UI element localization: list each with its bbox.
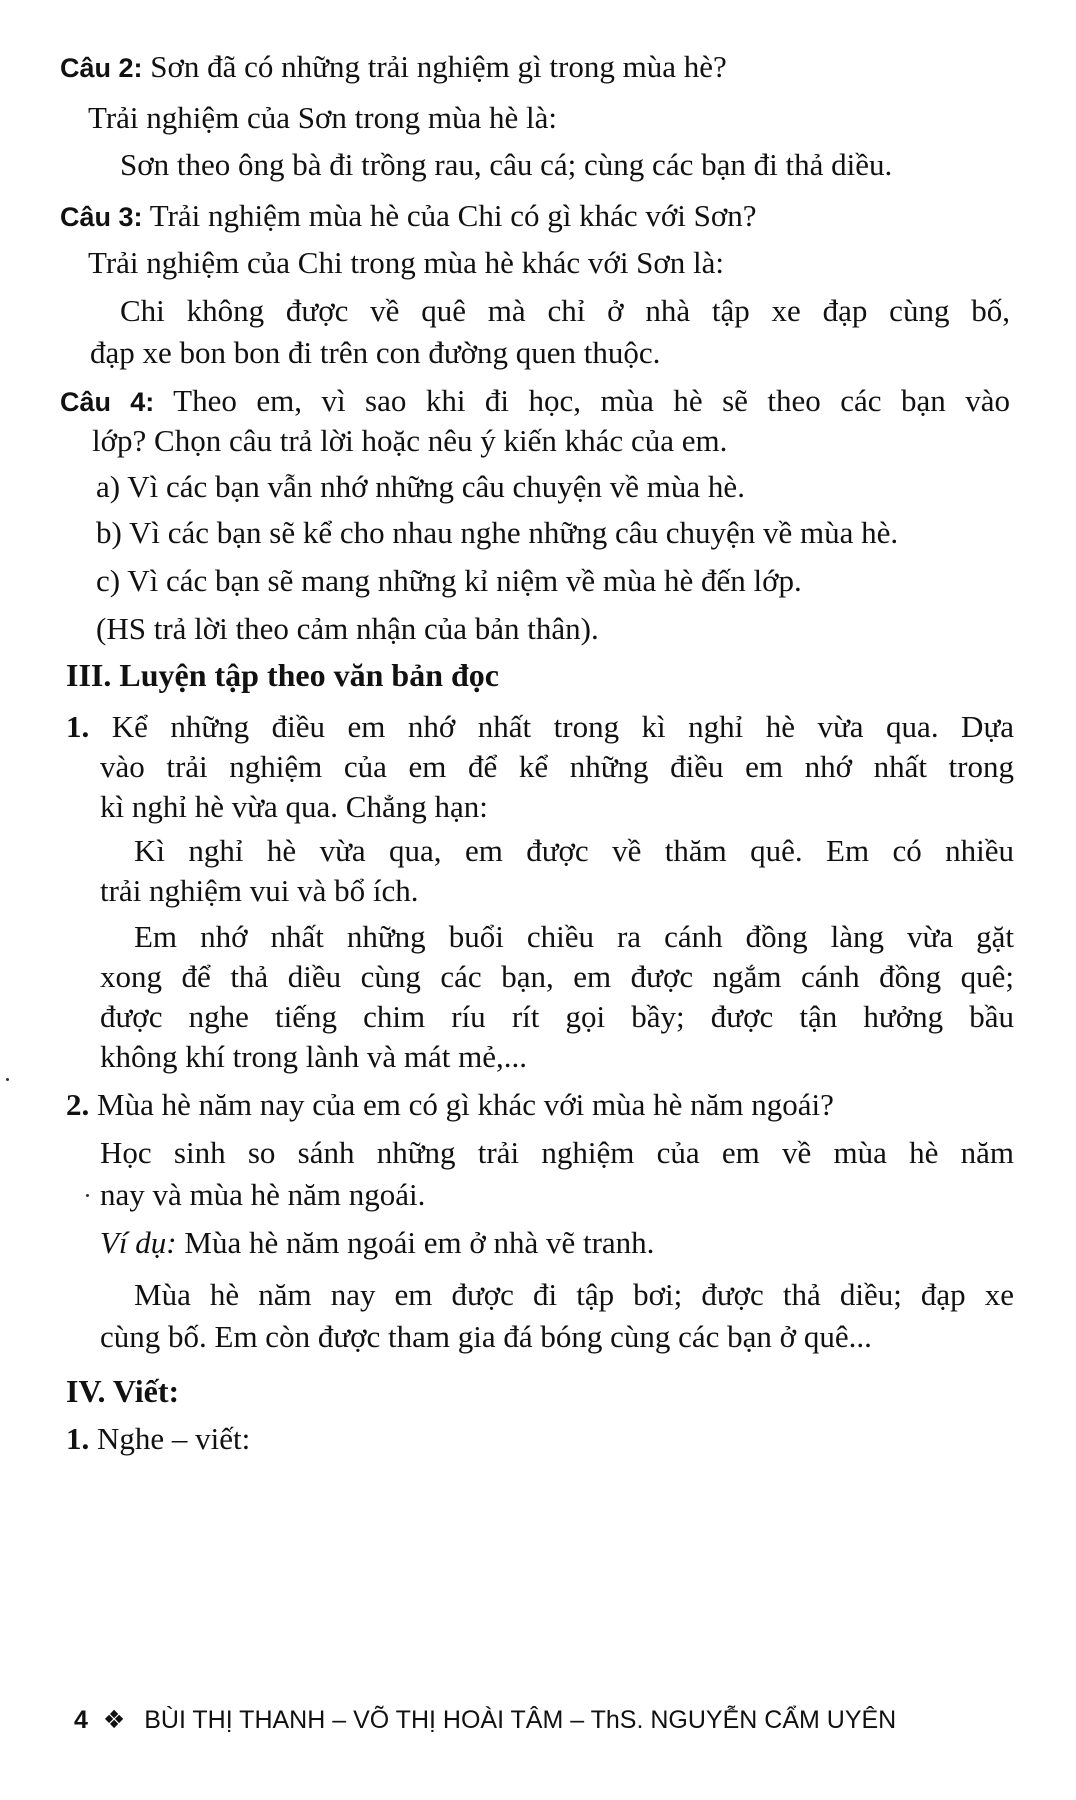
s3-item1-line1: [66, 708, 1014, 746]
s4-item1-text: Nghe – viết:: [97, 1421, 251, 1456]
s3-item1-line3: kì nghỉ hè vừa qua. Chẳng hạn:: [100, 789, 488, 824]
q2-question: Sơn đã có những trải nghiệm gì trong mùa hè?: [150, 49, 727, 84]
s3-item1-line2: vào trải nghiệm của em để kể những điều em nhớ nhất trong: [100, 749, 1014, 784]
s3-item1-para2-line3: được nghe tiếng chim ríu rít gọi bầy; được tận hưởng bầu: [100, 999, 1014, 1034]
q4-label: Câu 4:: [60, 387, 155, 417]
s3-item2-lead-line2: nay và mùa hè năm ngoái.: [100, 1177, 426, 1212]
q3-lead: Trải nghiệm của Chi trong mùa hè khác với Sơn là:: [88, 245, 725, 280]
q2-answer: Sơn theo ông bà đi trồng rau, câu cá; cùng các bạn đi thả diều.: [120, 147, 893, 182]
q4-note: (HS trả lời theo cảm nhận của bản thân).: [96, 611, 599, 646]
s3-item2-number: 2.: [66, 1087, 90, 1122]
s4-item1: [66, 1420, 250, 1458]
q3-answer-line2: đạp xe bon bon đi trên con đường quen thuộc.: [90, 335, 661, 370]
s3-item1-number: 1.: [66, 709, 90, 744]
q3-question-line: [60, 197, 757, 236]
scan-speck: [86, 1194, 89, 1197]
s3-item1-para2-line2: xong để thả diều cùng các bạn, em được ngắm cánh đồng quê;: [100, 959, 1014, 994]
section-3-heading: III. Luyện tập theo văn bản đọc: [66, 657, 499, 693]
q4-option-c: c) Vì các bạn sẽ mang những kỉ niệm về mùa hè đến lớp.: [96, 563, 802, 598]
s3-item1-para2-line1: Em nhớ nhất những buổi chiều ra cánh đồng làng vừa gặt: [134, 919, 1014, 954]
q4-question-1: Theo em, vì sao khi đi học, mùa hè sẽ theo các bạn vào: [173, 383, 1010, 418]
s3-item2-question-line: [66, 1086, 834, 1124]
s3-item1-para1-line2: trải nghiệm vui và bổ ích.: [100, 873, 419, 908]
s3-item1-text1: Kể những điều em nhớ nhất trong kì nghỉ hè vừa qua. Dựa: [111, 709, 1015, 744]
s3-item2-example: [100, 1224, 654, 1262]
s3-item2-lead-line1: Học sinh so sánh những trải nghiệm của em về mùa hè năm: [100, 1135, 1014, 1170]
s3-item2-para-line1: Mùa hè năm nay em được đi tập bơi; được thả diều; đạp xe: [134, 1277, 1014, 1312]
q3-label: Câu 3:: [60, 202, 143, 232]
section-4-heading: IV. Viết:: [66, 1373, 180, 1409]
scan-speck: [6, 1078, 9, 1081]
ornament-icon: ❖: [102, 1706, 126, 1734]
q4-question-line1: [60, 382, 1010, 421]
page-footer: [74, 1704, 896, 1736]
q2-question-line: [60, 48, 727, 87]
example-text: Mùa hè năm ngoái em ở nhà vẽ tranh.: [176, 1225, 655, 1260]
page-number: 4: [74, 1706, 88, 1734]
s3-item1-para1-line1: Kì nghỉ hè vừa qua, em được về thăm quê. Em có nhiều: [134, 833, 1014, 868]
q4-option-b: b) Vì các bạn sẽ kể cho nhau nghe những câu chuyện về mùa hè.: [96, 515, 899, 550]
s3-item1-para2-line4: không khí trong lành và mát mẻ,...: [100, 1039, 528, 1074]
q2-lead: Trải nghiệm của Sơn trong mùa hè là:: [88, 100, 557, 135]
s3-item2-para-line2: cùng bố. Em còn được tham gia đá bóng cùng các bạn ở quê...: [100, 1319, 872, 1354]
q4-question-line2: lớp? Chọn câu trả lời hoặc nêu ý kiến khác của em.: [92, 423, 728, 458]
q4-option-a: a) Vì các bạn vẫn nhớ những câu chuyện về mùa hè.: [96, 469, 745, 504]
q2-label: Câu 2:: [60, 53, 143, 83]
q3-answer-line1: Chi không được về quê mà chỉ ở nhà tập xe đạp cùng bố,: [120, 293, 1010, 328]
footer-authors: BÙI THỊ THANH – VÕ THỊ HOÀI TÂM – ThS. NGUYỄN CẨM UYÊN: [144, 1706, 897, 1734]
example-label: Ví dụ:: [100, 1225, 177, 1260]
s3-item2-question: Mùa hè năm nay của em có gì khác với mùa hè năm ngoái?: [97, 1087, 834, 1122]
s4-item1-number: 1.: [66, 1421, 90, 1456]
q3-question: Trải nghiệm mùa hè của Chi có gì khác với Sơn?: [149, 198, 757, 233]
